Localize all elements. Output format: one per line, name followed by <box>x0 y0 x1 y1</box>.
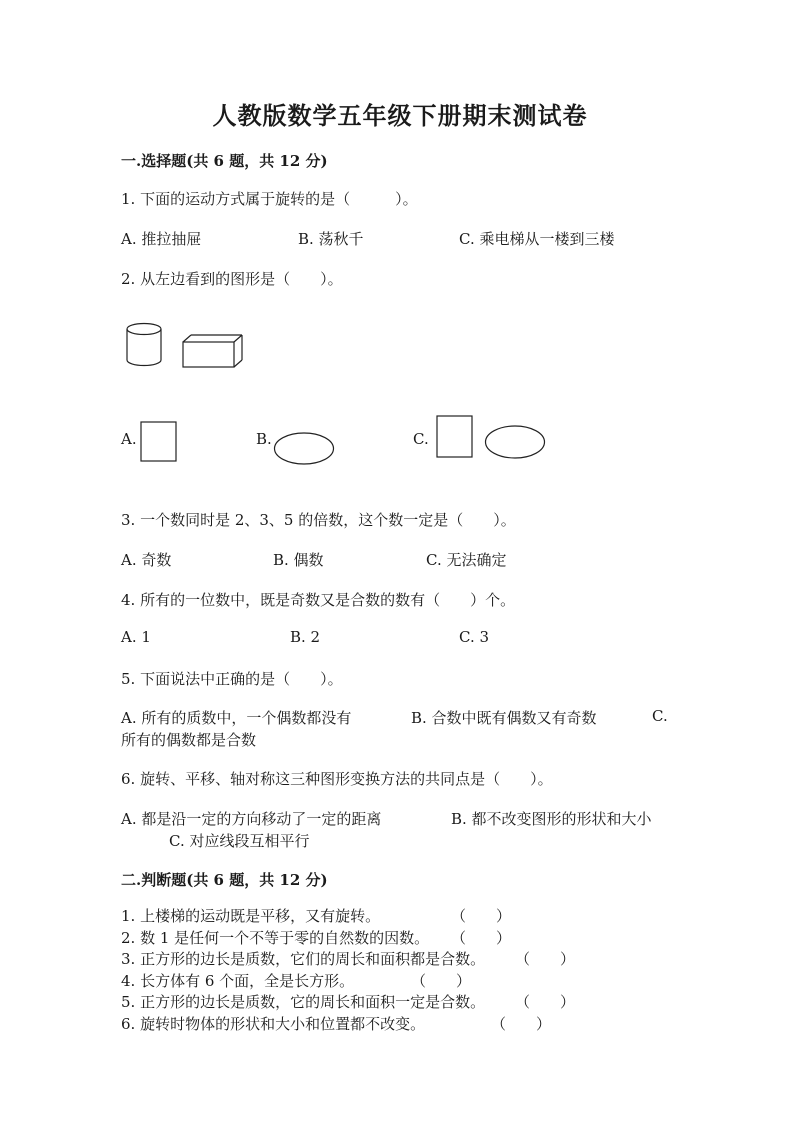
cylinder-figure <box>124 322 164 368</box>
section-heading-choice: 一.选择题(共 6 题，共 12 分) <box>121 152 328 170</box>
q1-option-c[interactable]: C. 乘电梯从一楼到三楼 <box>459 230 615 248</box>
page-title: 人教版数学五年级下册期末测试卷 <box>212 101 588 130</box>
judge-item-1: 1. 上楼梯的运动既是平移，又有旋转。 <box>121 907 381 925</box>
question-4: 4. 所有的一位数中，既是奇数又是合数的数有（ ）个。 <box>121 591 516 609</box>
q5-option-a[interactable]: A. 所有的质数中，一个偶数都没有 <box>121 709 352 727</box>
q6-option-c[interactable]: C. 对应线段互相平行 <box>169 832 310 850</box>
q3-option-a[interactable]: A. 奇数 <box>121 551 172 569</box>
q3-option-c[interactable]: C. 无法确定 <box>426 551 507 569</box>
q1-option-b[interactable]: B. 荡秋千 <box>298 230 364 248</box>
question-6: 6. 旋转、平移、轴对称这三种图形变换方法的共同点是（ ）。 <box>121 770 553 788</box>
judge-answer-1[interactable]: （ ） <box>451 907 512 925</box>
judge-answer-2[interactable]: （ ） <box>451 928 512 947</box>
q6-option-a[interactable]: A. 都是沿一定的方向移动了一定的距离 <box>121 810 382 828</box>
question-5: 5. 下面说法中正确的是（ ）。 <box>121 670 343 688</box>
judge-item-5: 5. 正方形的边长是质数，它的周长和面积一定是合数。 <box>121 993 486 1011</box>
judge-answer-3[interactable]: （ ） <box>515 950 576 968</box>
q2-option-c-label[interactable]: C. <box>413 430 429 448</box>
q2-option-b-label[interactable]: B. <box>256 430 272 448</box>
judge-item-2: 2. 数 1 是任何一个不等于零的自然数的因数。 <box>121 928 430 947</box>
q1-option-a[interactable]: A. 推拉抽屉 <box>121 230 202 248</box>
q6-option-b[interactable]: B. 都不改变图形的形状和大小 <box>451 810 652 828</box>
judge-answer-4[interactable]: （ ） <box>411 971 472 990</box>
cuboid-figure <box>182 334 244 368</box>
square-shape-c <box>436 415 474 459</box>
q5-option-c-mark[interactable]: C. <box>652 707 668 725</box>
judge-answer-5[interactable]: （ ） <box>515 993 576 1011</box>
q4-option-b[interactable]: B. 2 <box>290 628 321 646</box>
question-1: 1. 下面的运动方式属于旋转的是（ ）。 <box>121 190 418 208</box>
q5-option-c-text[interactable]: 所有的偶数都是合数 <box>121 731 257 749</box>
ellipse-shape-b <box>273 432 335 466</box>
q4-option-a[interactable]: A. 1 <box>121 628 151 646</box>
q2-option-a-label[interactable]: A. <box>121 430 137 448</box>
ellipse-shape-c <box>484 425 546 461</box>
judge-item-6: 6. 旋转时物体的形状和大小和位置都不改变。 <box>121 1014 426 1033</box>
judge-item-3: 3. 正方形的边长是质数，它们的周长和面积都是合数。 <box>121 950 486 968</box>
section-heading-judge: 二.判断题(共 6 题，共 12 分) <box>121 871 328 889</box>
q5-option-b[interactable]: B. 合数中既有偶数又有奇数 <box>411 709 597 727</box>
question-3: 3. 一个数同时是 2、3、5 的倍数，这个数一定是（ ）。 <box>121 511 516 529</box>
judge-answer-6[interactable]: （ ） <box>491 1014 552 1033</box>
square-shape-a <box>140 421 178 463</box>
judge-item-4: 4. 长方体有 6 个面，全是长方形。 <box>121 971 355 990</box>
q3-option-b[interactable]: B. 偶数 <box>273 551 324 569</box>
q4-option-c[interactable]: C. 3 <box>459 628 490 646</box>
question-2: 2. 从左边看到的图形是（ ）。 <box>121 270 343 288</box>
